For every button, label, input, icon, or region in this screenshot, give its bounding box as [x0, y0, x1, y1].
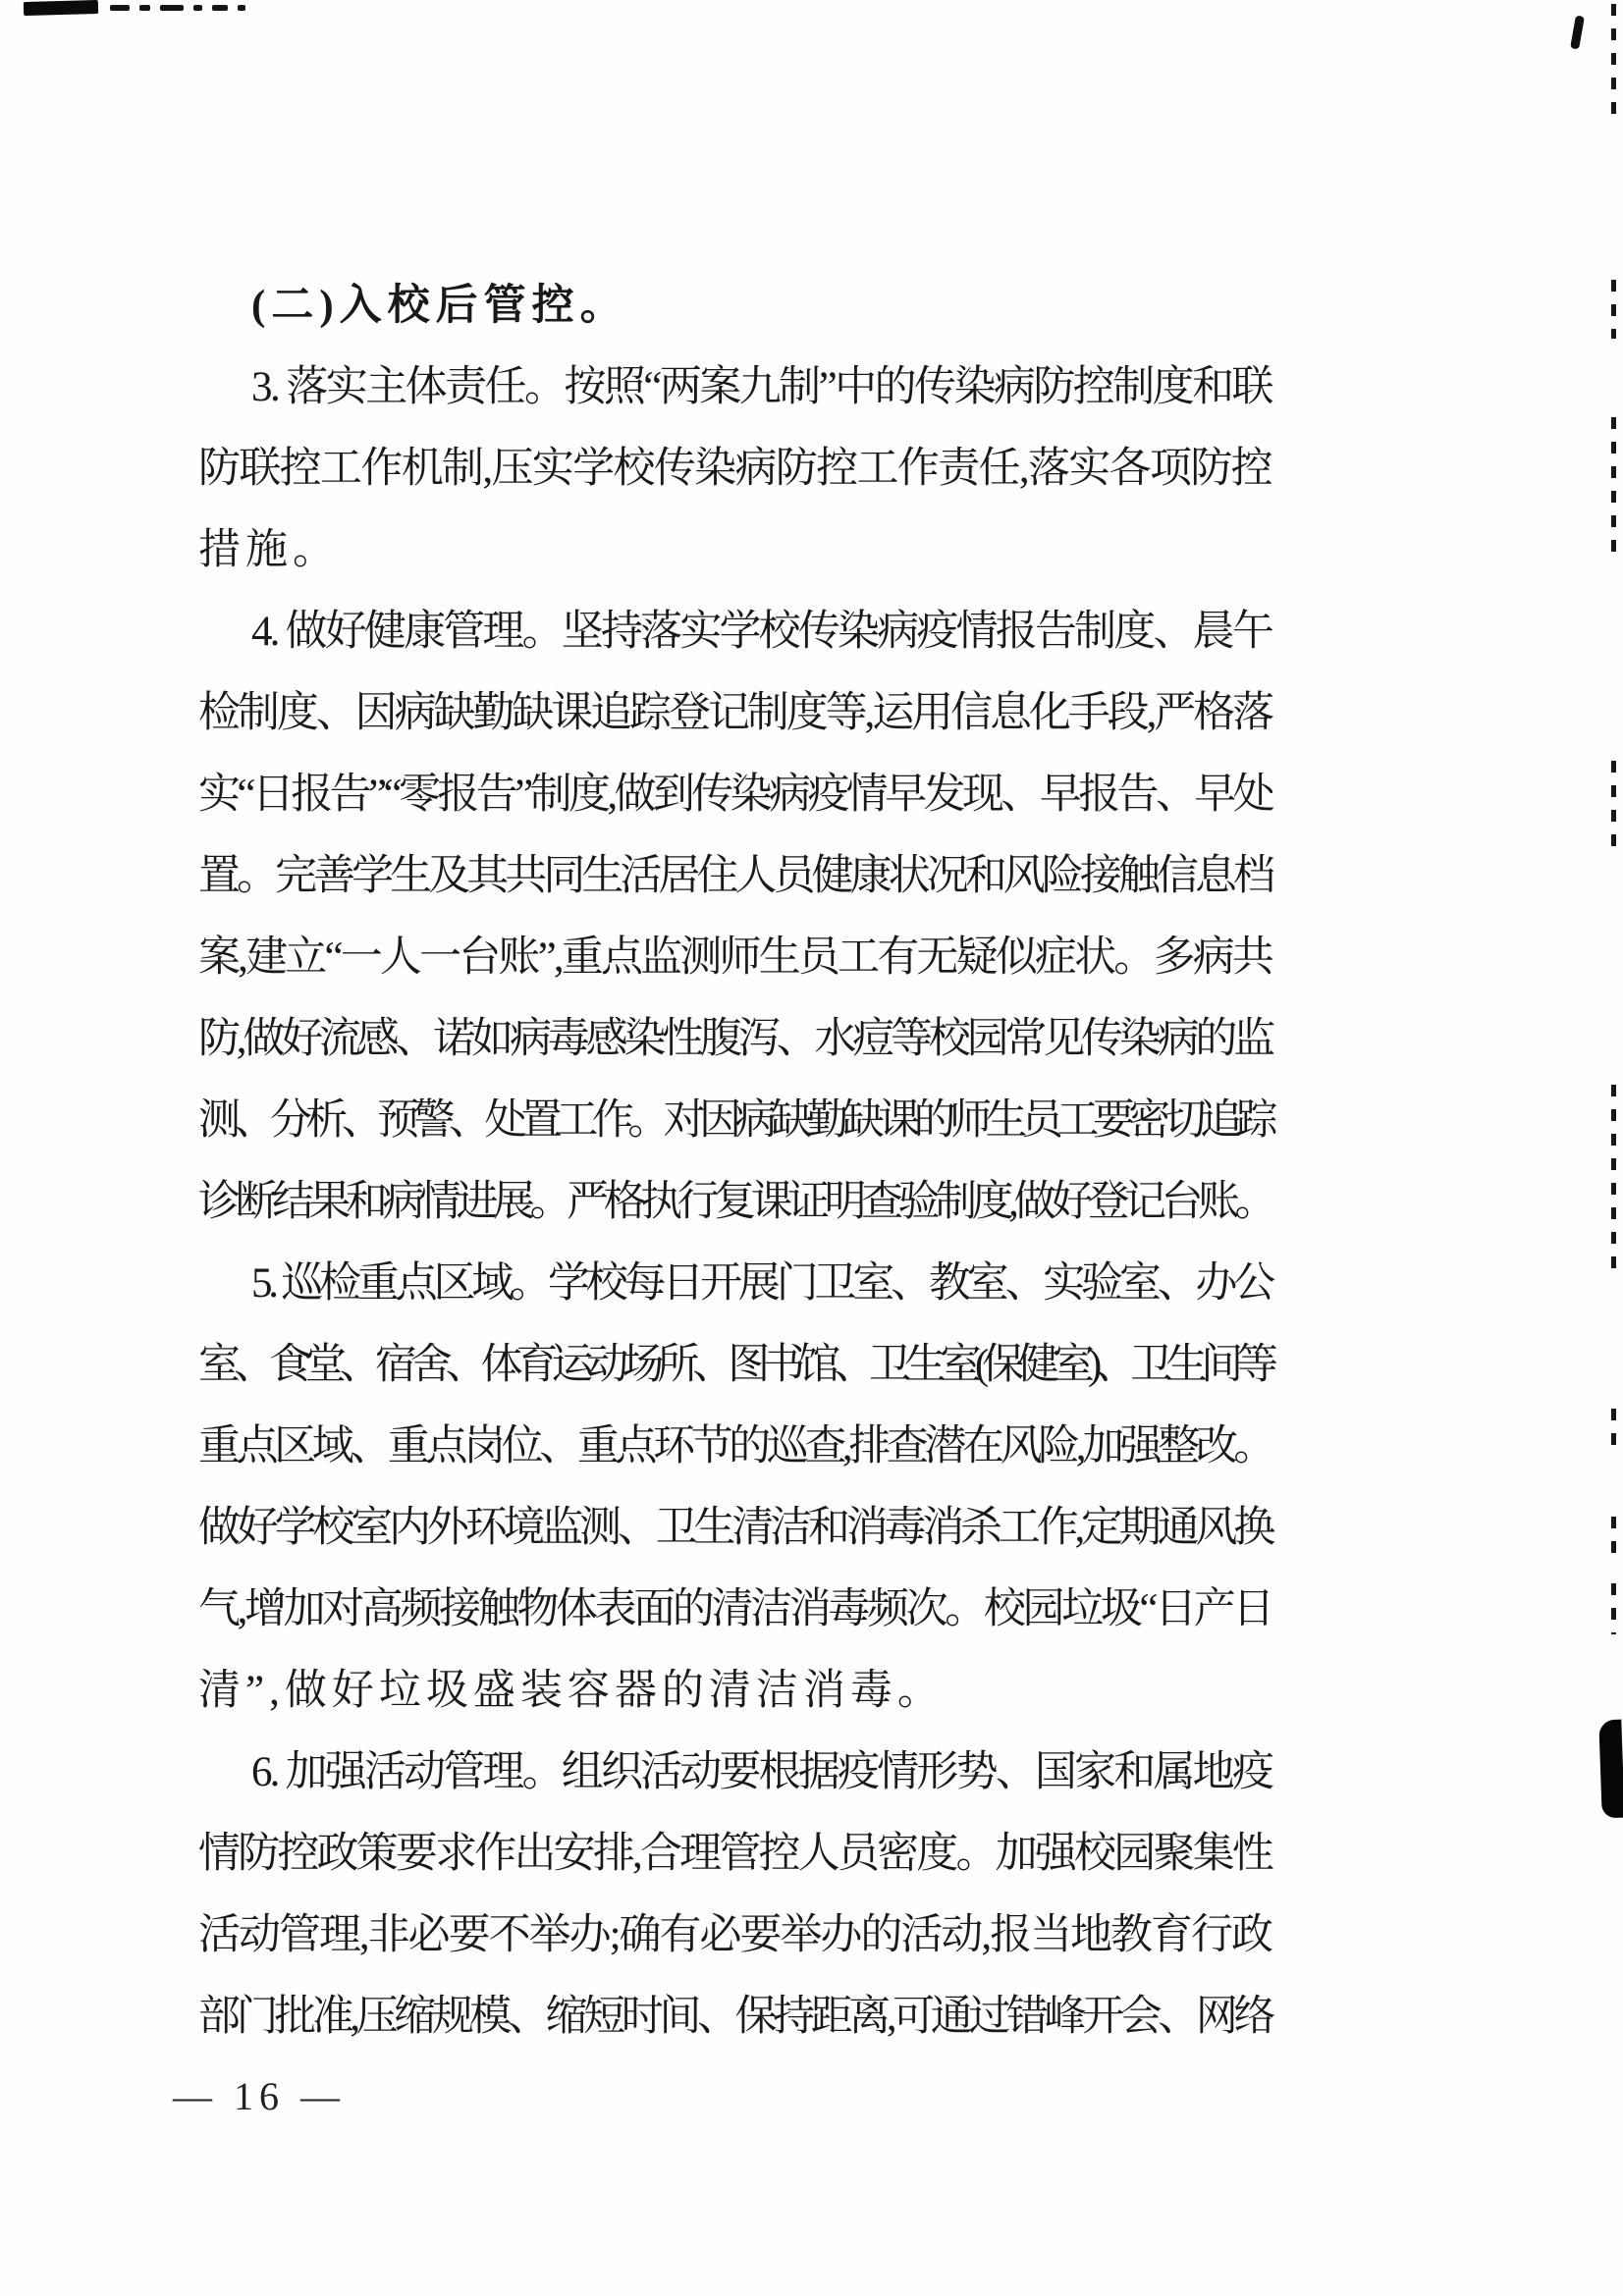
- text-line: [198, 347, 1271, 428]
- scan-mark-dash: [193, 5, 202, 11]
- text-line-content: 部门批准,压缩规模、缩短时间、保持距离,可通过错峰开会、网络: [198, 1994, 1271, 2040]
- text-line-content: 重点区域、重点岗位、重点环节的巡查,排查潜在风险,加强整改。: [198, 1423, 1271, 1469]
- text-line-content: 案,建立“一人一台账”,重点监测师生员工有无疑似症状。多病共: [198, 934, 1271, 981]
- scan-artifact-edge-dash: [1611, 1517, 1616, 1558]
- scan-mark-dash: [160, 5, 184, 11]
- text-line: [198, 917, 1271, 998]
- text-line: [198, 1569, 1271, 1650]
- document-body: [198, 265, 1271, 2057]
- paragraph: [198, 1243, 1271, 1732]
- text-line: [198, 754, 1271, 835]
- text-line-content: 气,增加对高频接触物体表面的清洁消毒频次。校园垃圾“日产日: [198, 1586, 1271, 1632]
- text-line: [198, 591, 1271, 672]
- text-line-content: 措施。: [198, 527, 340, 573]
- text-line-content: 4. 做好健康管理。坚持落实学校传染病疫情报告制度、晨午: [251, 609, 1271, 655]
- scan-artifact-edge-dash: [1611, 1583, 1616, 1634]
- text-line-content: 诊断结果和病情进展。严格执行复课证明查验制度,做好登记台账。: [198, 1179, 1271, 1225]
- text-line-content: 5. 巡检重点区域。学校每日开展门卫室、教室、实验室、办公: [251, 1260, 1271, 1307]
- scan-artifact-top-right-tick: [1570, 15, 1585, 49]
- text-line: [198, 1487, 1271, 1569]
- scan-artifact-edge-dash: [1611, 1085, 1616, 1271]
- page-number-text: — 16 —: [173, 2074, 346, 2118]
- scan-artifact-edge-dash: [1611, 4, 1616, 124]
- text-line: [198, 672, 1271, 754]
- scan-mark-dash: [238, 5, 245, 11]
- text-line-content: 情防控政策要求作出安排,合理管控人员密度。加强校园聚集性: [198, 1831, 1271, 1877]
- scan-artifact-edge-blob: [1598, 1720, 1623, 1819]
- text-line: [198, 428, 1271, 509]
- paragraph: [198, 347, 1271, 591]
- text-line: [198, 1895, 1271, 1976]
- text-line: [198, 1732, 1271, 1813]
- text-line-content: 活动管理,非必要不举办;确有必要举办的活动,报当地教育行政: [198, 1912, 1271, 1958]
- text-line: [198, 835, 1271, 917]
- scan-artifact-edge-dash: [1611, 761, 1616, 859]
- scan-artifact-edge-dash: [1611, 280, 1616, 339]
- text-line: [198, 1243, 1271, 1324]
- page-number: [173, 2073, 346, 2119]
- text-line-content: 防,做好流感、诺如病毒感染性腹泻、水痘等校园常见传染病的监: [198, 1016, 1271, 1062]
- text-line: [198, 1650, 1271, 1732]
- scan-mark-dash: [139, 5, 150, 11]
- text-line: [198, 1080, 1271, 1161]
- paragraph: [198, 591, 1271, 1243]
- section-heading-text: (二)入校后管控。: [251, 283, 628, 329]
- text-line-content: 防联控工作机制,压实学校传染病防控工作责任,落实各项防控: [198, 446, 1271, 492]
- scan-mark-dash: [212, 5, 228, 11]
- paragraph: [198, 1732, 1271, 2057]
- text-line-content: 室、食堂、宿舍、体育运动场所、图书馆、卫生室(保健室)、卫生间等: [198, 1342, 1271, 1388]
- text-line-content: 置。完善学生及其共同生活居住人员健康状况和风险接触信息档: [198, 853, 1271, 899]
- text-line: [198, 1976, 1271, 2057]
- text-line: [198, 1813, 1271, 1895]
- text-line: [198, 1406, 1271, 1487]
- scan-mark-dash: [110, 5, 130, 11]
- text-line-content: 3. 落实主体责任。按照“两案九制”中的传染病防控制度和联: [251, 364, 1271, 410]
- text-line-content: 6. 加强活动管理。组织活动要根据疫情形势、国家和属地疫: [251, 1749, 1271, 1795]
- scan-mark-solid: [24, 0, 98, 16]
- text-line-content: 实“日报告”“零报告”制度,做到传染病疫情早发现、早报告、早处: [198, 772, 1271, 818]
- section-heading: [198, 265, 1271, 347]
- scan-artifact-edge-dash: [1611, 1409, 1616, 1453]
- text-line-content: 测、分析、预警、处置工作。对因病缺勤缺课的师生员工要密切追踪: [198, 1097, 1271, 1144]
- paragraphs-container: [198, 347, 1271, 2057]
- text-line-content: 做好学校室内外环境监测、卫生清洁和消毒消杀工作,定期通风换: [198, 1505, 1271, 1551]
- scan-artifact-edge-dash: [1611, 417, 1616, 555]
- text-line-content: 检制度、因病缺勤缺课追踪登记制度等,运用信息化手段,严格落: [198, 690, 1271, 736]
- text-line: [198, 1161, 1271, 1243]
- text-line: [198, 509, 1271, 591]
- text-line-content: 清”,做好垃圾盛装容器的清洁消毒。: [198, 1668, 945, 1714]
- text-line: [198, 998, 1271, 1080]
- text-line: [198, 1324, 1271, 1406]
